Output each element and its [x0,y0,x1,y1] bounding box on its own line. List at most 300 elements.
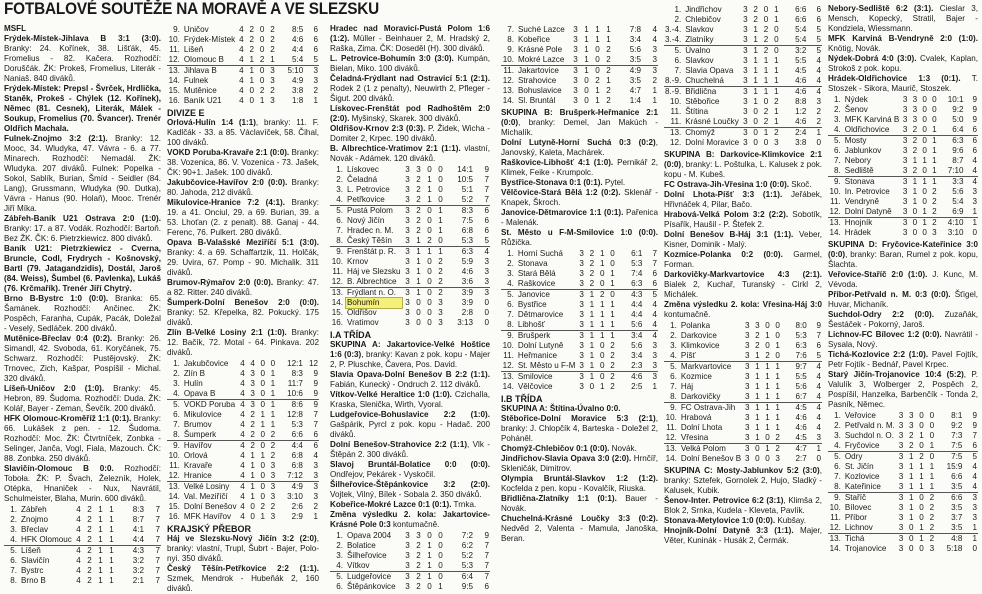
match-report [501,414,658,444]
table-cell: 2:3 [631,361,643,370]
match-report [828,74,978,94]
table-cell: 3 [912,95,918,104]
table-cell: 15:9 [946,462,963,471]
table-cell: 1 [98,515,103,524]
table-cell: 3 [898,523,904,532]
table-cell: 7 [484,551,489,560]
table-cell: 1 [932,156,937,165]
table-cell: 6:4 [952,125,964,134]
match-result: Vítkov-Velké Heraltice 1:0 (1:0). [330,390,452,399]
match-report [167,534,319,564]
table-cell: 3:8 [291,86,304,95]
table-cell: 3.-4. [665,25,682,34]
table-cell: 1 [599,320,605,329]
table-row [828,146,978,156]
match-details: , branky: 11. F. Kadlčák - 33. a 85. Václavíček, 58. Čihal, 100 diváků. [167,118,319,147]
table-cell: 11. [830,513,841,522]
table-cell: 3 [775,454,780,463]
table-cell: 11. [666,423,677,432]
match-details: Zuzaňák, Šestáček - Pokorný, Jaroš. [828,310,978,329]
table-cell: 5:3 [461,236,473,245]
table-cell: 5. [330,572,346,583]
table-cell: 3 [652,351,657,360]
table-cell: 9. [173,25,180,34]
table-cell: 3 [405,308,410,317]
table-cell: 3:13 [457,318,473,327]
table-cell: 1 [599,382,605,391]
match-result: SKUPINA D: Fryčovice-Kateřinice 3:0 (0:0) [828,240,978,259]
table-cell: 3 [405,216,410,225]
table-row [330,206,490,217]
table-cell: 7. [507,25,514,34]
table-cell: 2 [929,503,935,512]
table-cell: 6:3 [446,247,474,258]
table-cell: 3 [484,257,489,266]
table-cell: 15. [331,308,343,317]
match-report [501,514,658,544]
table-cell: 1 [774,15,779,24]
table-cell: 8:3 [132,505,144,514]
table-cell: 0 [755,454,760,463]
table-cell: 4 [240,502,245,511]
table-cell: 0 [920,136,930,147]
match-report [330,74,490,104]
match-details: Branky: 47. a 82. Ritter. 240 diváků. [167,278,319,297]
table-cell: 4:3 [618,290,644,301]
table-cell: 0 [927,452,937,463]
table-cell: 8:3 [446,206,474,217]
table-cell: 0 [922,115,927,124]
table-cell: 0 [774,35,779,44]
table-cell: 1 [929,482,935,491]
match-result: Veřovice-Staříč 2:0 (1:0). [828,270,928,279]
table-cell: 9 [816,321,821,330]
table-cell: 0 [427,531,432,540]
match-details: Szmek, Mendrok - Hubeňák 2, 160 diváků. [167,574,319,593]
table-cell: 3 [405,236,410,245]
table-cell: 7 [816,331,821,340]
match-result: Český Těšín-Petřkovice 2:2 (1:1). [167,564,319,573]
table-cell: 0 [438,541,443,550]
table-cell: 2 [763,107,769,116]
table-cell: 3 [744,392,750,401]
table-cell: 3. [336,185,343,194]
table-cell: 1 [589,310,595,319]
table-cell: 5 [816,35,821,44]
table-cell: 4:4 [631,310,643,319]
match-result: SKUPINA B: Darkovice-Klimkovice 2:1 (0:0) [664,150,822,169]
standings-table-ib-d [828,411,978,554]
column-2 [167,24,319,593]
table-cell: 1 [606,35,611,44]
match-report [330,440,490,460]
table-cell: Šumperk [183,430,217,439]
table-cell: 1 [753,35,758,44]
table-cell: 1 [427,561,432,570]
table-cell: 3 [248,400,258,411]
table-row [828,441,978,452]
standings-table-msfl-a [4,505,161,586]
page-title: FOTBALOVÉ SOUTĚŽE NA MORAVĚ A VE SLEZSKU [4,0,380,18]
table-cell: Klimkovice [680,341,720,350]
table-cell: 1 [972,523,977,532]
table-row [501,66,658,77]
table-cell: 3 [909,411,914,420]
table-cell: 2. [670,331,677,340]
table-cell: 2. [173,369,180,378]
table-cell: 0 [260,379,266,388]
table-cell: 1 [610,310,615,319]
table-row [828,431,978,441]
table-cell: 11. [169,461,180,470]
report-list [664,466,822,546]
table-cell: 12:8 [287,410,303,419]
table-cell: Brušperk [517,331,577,342]
match-result: Lískovec-Frenštát pod Radhoštěm 2:0 (2:0). [330,104,490,123]
table-cell: 6 [652,279,657,288]
table-cell: 2 [765,351,770,360]
table-cell: 3 [744,433,750,442]
table-cell: 14. [829,228,841,237]
table-cell: 2 [260,502,266,511]
match-details: Cieslar 3, Mensch, Kopecký, Stratil, Bajer - Kondziela, Wiessmann. [828,4,978,33]
table-cell: 2 [248,441,258,452]
table-cell: 2 [84,546,95,557]
table-cell: 2 [87,505,92,514]
column-1 [4,24,161,585]
table-cell: 1 [906,452,916,463]
table-cell: 2 [413,206,424,217]
table-cell: 5:6 [631,341,643,350]
table-cell: 4 [238,482,248,493]
table-cell: 0 [435,572,446,583]
table-cell: 1 [909,482,914,491]
table-cell: 3 [652,341,657,350]
table-cell: 6 [313,430,318,439]
table-cell: 3 [912,105,918,114]
table-cell: Kozmice [680,372,712,381]
table-cell: 0 [592,66,603,77]
table-cell: 0 [427,308,432,317]
table-cell: 1 [919,482,924,491]
table-cell: 0 [919,421,924,430]
table-cell: 8. [834,166,841,175]
table-cell: 3 [740,46,750,57]
table-row [828,197,978,207]
table-cell: 0 [438,175,443,184]
table-cell: Český Těšín [347,236,392,245]
table-cell: 2 [250,410,255,419]
match-details: Růžička. [501,238,533,247]
table-cell: Slavia Opava [685,66,734,75]
table-cell: 2. [834,105,841,114]
table-cell: In. Petrovice [844,187,890,196]
table-cell: 0 [919,411,924,420]
match-details: kontumačně. [390,520,440,529]
table-row [664,76,822,87]
table-cell: 11. [830,197,841,206]
table-cell: 8. [10,576,17,585]
table-row [501,45,658,55]
table-cell: 8. [336,236,343,245]
table-cell: 2 [270,86,275,95]
table-row [167,492,319,502]
match-report [330,54,490,74]
table-cell: 1 [599,249,605,258]
match-report [4,34,161,84]
table-cell: 3 [743,66,748,75]
table-cell: 2 [755,341,760,350]
table-cell: 5:4 [952,197,964,206]
table-cell: 2 [249,45,254,54]
table-cell: 1 [909,503,914,512]
table-cell: 1 [109,515,114,524]
table-cell: 4:9 [291,76,304,85]
table-row [330,551,490,561]
table-cell: 4 [240,379,245,388]
table-cell: 1 [932,125,937,134]
match-result: FC Ostrava-Jih-Vřesina 1:0 (0:0). [664,180,790,189]
table-cell: B. Albrechtice [347,277,397,286]
standings-table-krajsky-prebor [330,165,490,328]
table-cell: 14. [168,492,180,501]
table-cell: 1 [652,86,657,95]
match-details: Vojtek, Vilný, Bílek - Sobala 2. 350 diváků. [330,490,482,499]
table-cell: 2 [595,76,600,85]
table-cell: 0 [753,117,758,126]
table-cell: Frenštát p. R. [346,247,402,258]
table-cell: 2 [910,136,920,147]
table-cell: 1 [416,236,421,245]
table-cell: 0 [599,351,605,360]
table-cell: 3 [405,185,410,194]
table-cell: 1. [507,249,514,258]
table-cell: 2 [249,35,254,44]
table-cell: 4 [807,87,822,98]
table-cell: 5:6 [629,45,641,54]
match-report [664,230,822,250]
table-cell: 2 [416,185,421,194]
table-cell: 3 [902,95,908,104]
report-list [664,150,822,320]
table-cell: HFK Olomouc [21,535,72,544]
match-report [501,108,658,138]
table-cell: 2 [610,351,615,360]
match-details: , branky: Baran, Rumel z pok. kopu, Šlachta. [828,250,978,269]
table-row [828,228,978,238]
table-cell: 0 [257,66,267,77]
match-result: Kozmice-Polanka 0:2 (0:0). [664,250,783,259]
table-cell: 3 [250,369,255,378]
table-cell: 0 [932,95,937,104]
table-cell: 4 [652,300,657,309]
table-row [167,35,319,45]
table-row [664,97,822,107]
table-cell: 0 [427,226,432,235]
table-cell: 0 [763,5,769,14]
table-cell: 3 [898,411,904,420]
table-cell: 4:3 [117,546,145,557]
table-cell: 1 [413,288,424,299]
table-cell: 1 [427,541,432,550]
table-cell: 12. [502,361,514,370]
match-details: Kumpán, Bielan, Miko. 100 diváků. [330,54,490,73]
table-row [664,372,822,382]
match-details: Branky: 38. Vozenica, 86. V. Vozenica - 73. Jašek, ČK: 90+1. Jašek. 100 diváků. [167,148,319,177]
table-cell: Baník U21 [183,96,222,105]
match-report [828,270,978,290]
table-cell: Havířov [183,441,238,452]
table-cell: 2 [87,535,92,544]
table-row [664,25,822,35]
table-cell: 0 [438,531,443,540]
table-cell: 3 [405,175,410,184]
table-cell: 7 [145,546,161,557]
table-cell: 3 [912,115,918,124]
table-cell: 4:9 [614,66,642,77]
table-cell: 3 [579,279,584,288]
table-cell: 1. [173,359,180,368]
table-cell: 4:6 [795,117,807,126]
table-cell: 4:10 [939,218,964,229]
table-cell: 4 [73,546,84,557]
table-cell: 5. [167,400,183,411]
table-cell: 7 [155,535,160,544]
table-row [664,413,822,423]
table-cell: Fryčovice [844,441,880,450]
table-cell: 0 [912,228,918,237]
table-cell: Brno B [21,576,46,585]
table-cell: 7:3 [951,431,963,440]
match-report [330,24,490,54]
table-cell: 1 [773,362,783,373]
match-result: Hradec nad Moravicí-Pustá Polom 1:6 (1:2). [330,24,490,43]
table-cell: 1 [587,331,597,342]
table-row [828,493,978,504]
table-row [664,444,822,455]
table-cell: 3 [579,300,584,309]
table-cell: 9. [507,45,514,54]
table-cell: 9 [313,389,318,398]
table-cell: Hrádek [844,228,871,237]
report-list [330,24,490,164]
table-cell: 4 [240,471,245,480]
table-cell: FC Ostrava-Jih [680,403,742,414]
table-cell: 3 [902,156,908,165]
table-cell: 1 [260,512,266,521]
table-cell: 3 [573,55,578,64]
table-cell: 3:4 [618,331,644,342]
table-cell: 0 [765,321,770,330]
report-list [330,340,490,530]
table-row [664,392,822,403]
match-details: Knötig, Novák. [828,44,881,53]
report-list [501,404,658,544]
table-row [167,482,319,493]
table-cell: 6:6 [795,15,807,24]
table-cell: 1 [751,87,761,98]
match-details: Šťigel, Huvar, Michaník. [828,290,979,309]
table-cell: 3:8 [795,138,807,147]
table-cell: 0 [929,431,935,440]
match-result: Dolní Lhota-Píšť 3:3 (1:1). [664,190,783,199]
match-details: Branky: 12. Mooc, 34. Wludyka, 47. Vávra - 6. a 77. Minarech. Rozhodčí: Nemadál. ŽK: Wludyka. 207 diváků. Fulnek: Popelka - Sokol, Sablík, Burian, Šmíd - Seidler (84. Lang), Grussmann, Wludyka (90. Dutka), Vávra - Hanus (90. Holaň), Mooc. Trenér Jiří Míka. [4,134,161,213]
table-cell: 1 [424,572,435,583]
table-cell: Vendryně [844,197,879,206]
table-cell: 0 [775,321,780,330]
table-cell: 3 [438,308,443,317]
table-cell: 14. [502,382,514,391]
match-report [664,210,822,230]
table-cell: 1 [932,166,937,175]
table-cell: 0 [763,138,769,147]
table-row [828,136,978,147]
table-cell: Líšeň [20,546,73,557]
table-cell: 0 [932,115,937,124]
table-cell: 1 [916,534,926,545]
match-result: MFK Karviná B-Vendryně 2:0 (1:0). [828,34,978,43]
table-cell: 3 [576,331,586,342]
table-cell: 0 [765,433,770,442]
table-cell: Úvalno [684,46,740,57]
table-cell: 2 [929,513,935,522]
table-cell: 7:10 [947,166,964,175]
table-cell: Tichá [844,534,896,545]
report-list [167,118,319,358]
table-cell: 2 [259,55,265,64]
table-cell: 1 [607,331,617,342]
report-list [501,108,658,248]
table-cell: 4 [816,392,821,401]
table-cell: 2 [753,15,758,24]
table-cell: 4 [76,515,81,524]
table-cell: 6. [10,556,17,565]
table-cell: Lichnov [844,523,873,532]
table-cell: 12. [669,138,682,147]
table-cell: 0 [260,471,266,480]
table-cell: 1 [584,25,589,34]
match-report [167,118,319,148]
table-cell: 4 [474,247,490,258]
table-cell: 0 [584,76,589,85]
table-cell: Mokré Lazce [518,55,565,64]
table-cell: 0 [910,218,920,229]
table-cell: Darkovice [680,331,717,340]
table-cell: 7. [173,420,180,429]
table-cell: 1 [606,76,611,85]
table-row [501,290,658,301]
match-details: P. Židek, Wicha - Domiter 2, Krpec. 190 diváků. [330,124,490,143]
table-cell: 3 [898,503,904,512]
match-result: Šilheřovice-Štěpánkovice 3:2 (2:0). [330,480,490,489]
table-cell: 0 [599,269,605,278]
table-cell: 6 [972,441,977,450]
table-cell: 4 [816,382,821,391]
table-cell: 3 [902,166,908,175]
match-details: Branky: 45. Hebron, 89. Šudoma. Rozhodčí: Duda. ŽK: Kolář, Bayer - Zeman, Ševčík. 200 diváků. [4,384,161,413]
table-row [4,566,161,576]
match-details: Skoč. [789,180,812,189]
table-cell: 1 [584,35,589,44]
table-cell: 1 [752,403,762,414]
table-cell: 2:7 [795,454,807,463]
match-result: Slavoj Bruntál-Bolatice 0:0 (0:0). [330,460,490,469]
table-cell: 9 [972,105,977,114]
table-cell: Ludgeřovice [346,572,402,583]
match-details: Sobotík, Písařík, Haušil - P. Štefek 2. [664,210,822,229]
match-report [167,278,319,298]
table-row [664,5,822,15]
